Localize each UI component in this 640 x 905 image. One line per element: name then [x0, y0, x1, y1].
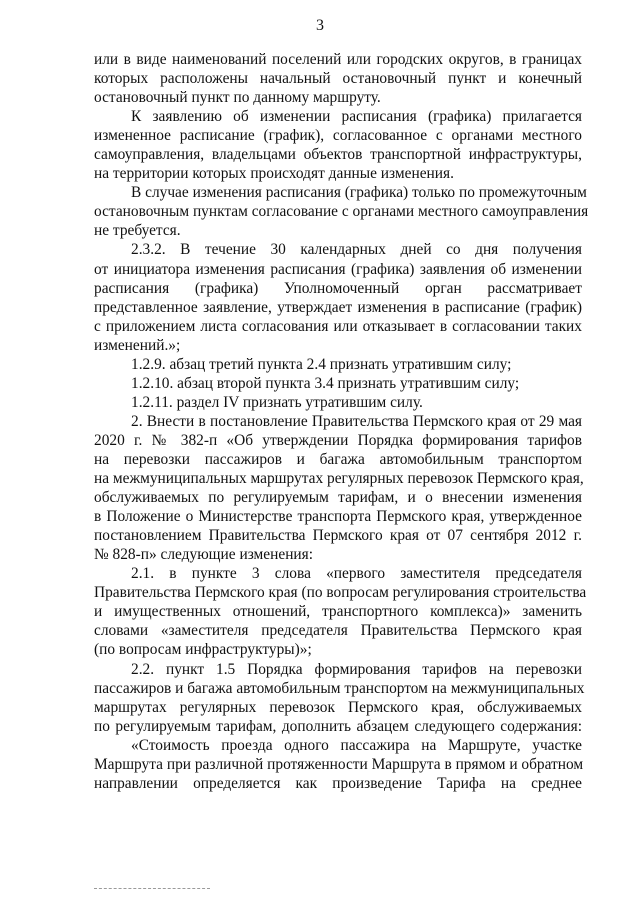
text-line: не требуется.: [94, 222, 181, 240]
page-number: 3: [316, 17, 324, 34]
text-line: направлении определяется как произведение Тарифа на среднее: [94, 774, 582, 792]
text-line: представленное заявление, утверждает изменения в расписание (график): [94, 298, 582, 316]
text-line: № 828-п» следующие изменения:: [94, 546, 314, 564]
text-line: изменений.»;: [94, 336, 181, 354]
text-line: Правительства Пермского края (по вопросам регулирования строительства: [94, 584, 587, 602]
text-line: в Положение о Министерстве транспорта Пермского края, утвержденное: [94, 508, 582, 526]
text-line: словами «заместителя председателя Правительства Пермского края: [94, 622, 582, 640]
document-body: [94, 50, 589, 793]
footer-divider: [94, 888, 210, 889]
text-line: самоуправления, владельцами объектов транспортной инфраструктуры,: [94, 146, 582, 164]
text-line: обслуживаемых по регулируемым тарифам, и о внесении изменения: [94, 489, 582, 507]
text-line: (по вопросам инфраструктуры)»;: [94, 641, 312, 659]
text-line: на перевозки пассажиров и багажа автомобильным транспортом: [94, 450, 582, 468]
text-line: пассажиров и багажа автомобильным транспортом на межмуниципальных: [94, 679, 585, 697]
text-line: остановочный пункт по данному маршруту.: [94, 89, 381, 107]
text-line: К заявлению об изменении расписания (графика) прилагается: [131, 108, 582, 126]
text-line: и имущественных отношений, транспортного комплекса)» заменить: [94, 603, 582, 621]
text-line: 2020 г. № 382-п «Об утверждении Порядка формирования тарифов: [94, 431, 582, 449]
text-line: по регулируемым тарифам, дополнить абзацем следующего содержания:: [94, 717, 582, 735]
text-line: 2.1. в пункте 3 слова «первого заместителя председателя: [131, 565, 582, 583]
text-line: В случае изменения расписания (графика) только по промежуточным: [131, 184, 587, 202]
text-line: измененное расписание (график), согласованное с органами местного: [94, 127, 582, 145]
text-line: на межмуниципальных маршрутах регулярных перевозок Пермского края,: [94, 470, 584, 488]
text-line: расписания (графика) Уполномоченный орган рассматривает: [94, 279, 582, 297]
text-line: остановочным пунктам согласование с органами местного самоуправления: [94, 203, 589, 221]
text-line: постановлением Правительства Пермского края от 07 сентября 2012 г.: [94, 527, 582, 545]
text-line: от инициатора изменения расписания (графика) заявления об изменении: [94, 260, 582, 278]
text-line: которых расположены начальный остановочный пункт и конечный: [94, 70, 582, 88]
text-line: 1.2.10. абзац второй пункта 3.4 признать утратившим силу;: [131, 374, 520, 392]
text-line: маршрутах регулярных перевозок Пермского края, обслуживаемых: [94, 698, 582, 716]
text-line: 1.2.11. раздел IV признать утратившим силу.: [131, 393, 423, 411]
text-line: 2. Внести в постановление Правительства Пермского края от 29 мая: [131, 412, 582, 430]
text-line: 2.3.2. В течение 30 календарных дней со дня получения: [131, 241, 582, 259]
text-line: на территории которых происходят данные изменения.: [94, 165, 454, 183]
text-line: или в виде наименований поселений или городских округов, в границах: [94, 51, 582, 68]
text-line: 1.2.9. абзац третий пункта 2.4 признать утратившим силу;: [131, 355, 512, 373]
text-line: с приложением листа согласования или отказывает в согласовании таких: [94, 317, 582, 335]
text-line: 2.2. пункт 1.5 Порядка формирования тарифов на перевозки: [131, 660, 582, 678]
text-line: Маршрута при различной протяженности Маршрута в прямом и обратном: [94, 755, 584, 773]
text-line: «Стоимость проезда одного пассажира на Маршруте, участке: [131, 736, 582, 754]
